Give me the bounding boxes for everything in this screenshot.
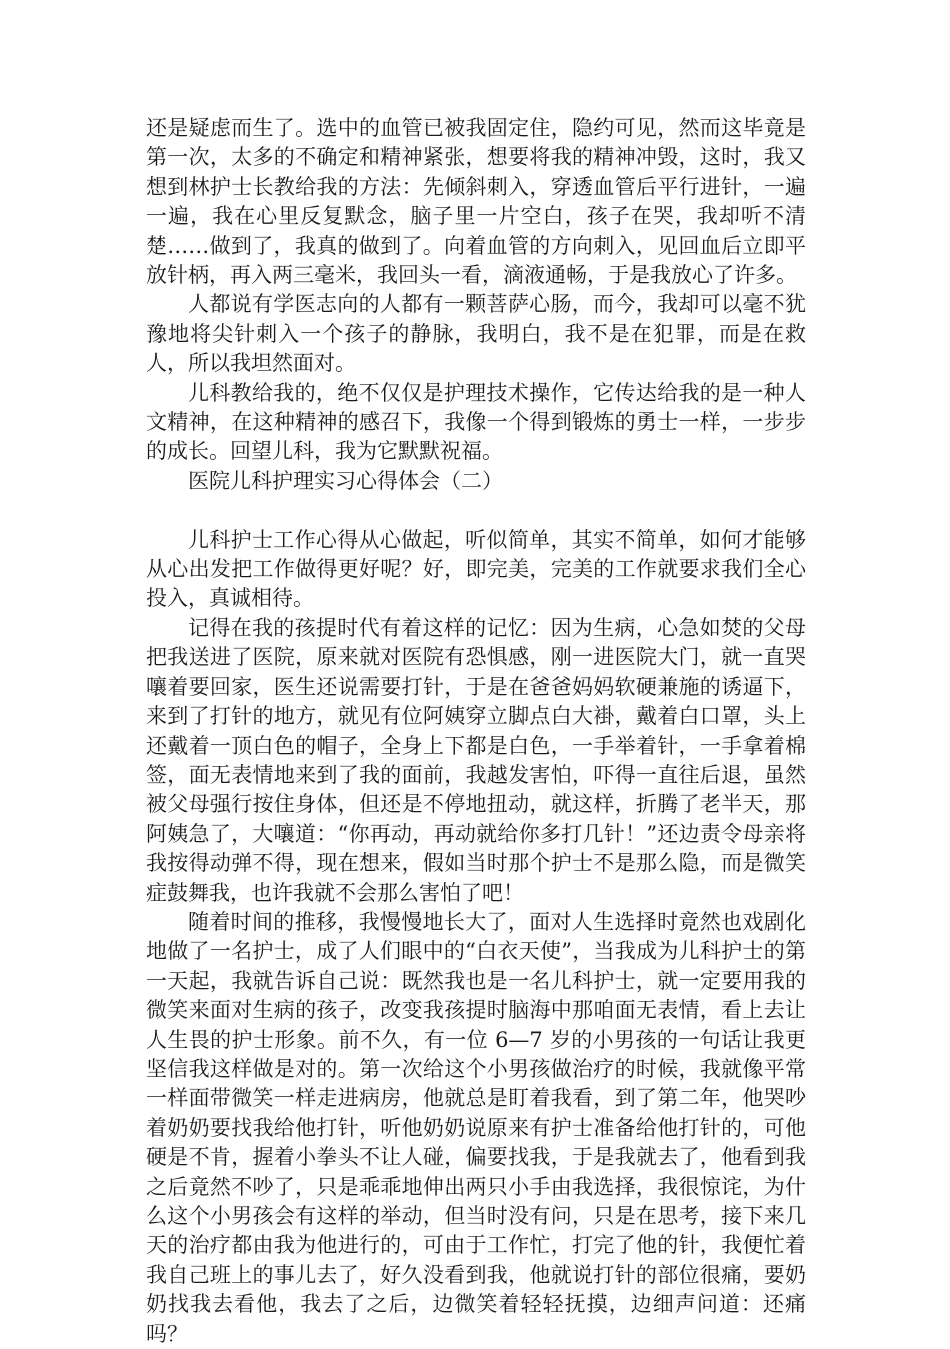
paragraph-becoming-nurse: 随着时间的推移，我慢慢地长大了，面对人生选择时竟然也戏剧化地做了一名护士，成了人们眼中的“白衣天使”，当我成为儿科护士的第一天起，我就告诉自己说：既然我也是一名儿科护士，就一定要用我的微笑来面对生病的孩子，改变我孩提时脑海中那咱面无表情，看上去让人生畏的护士形象。前不久，有一位 6—7 岁的小男孩的一句话让我更坚信我这样做是对的。第一次给这个小男孩做治疗的时候，我就像平常一样面带微笑一样走进病房，他就总是盯着我看，到了第二年，他哭吵着奶奶要找我给他打针，听他奶奶说原来有护士准备给他打针的，可他硬是不肯，握着小拳头不让人碰，偏要找我，于是我就去了，他看到我之后竟然不吵了，只是乖乖地伸出两只小手由我选择，我很惊诧，为什么这个小男孩会有这样的举动，但当时没有问，只是在思考，接下来几天的治疗都由我为他进行的，可由于工作忙，打完了他的针，我便忙着我自己班上的事儿去了，好久没看到我，他就说打针的部位很痛，要奶奶找我去看他，我去了之后，边微笑着轻轻抚摸，边细声问道：还痛吗？ [146, 909, 806, 1346]
section-heading: 医院儿科护理实习心得体会（二） [188, 468, 503, 493]
paragraph-childhood-memory: 记得在我的孩提时代有着这样的记忆：因为生病，心急如焚的父母把我送进了医院，原来就对医院有恐惧感，刚一进医院大门，就一直哭嚷着要回家，医生还说需要打针，于是在爸爸妈妈软硬兼施的诱逼下，来到了打针的地方，就见有位阿姨穿立脚点白大褂，戴着白口罩，头上还戴着一顶白色的帽子，全身上下都是白色，一手举着针，一手拿着棉签，面无表情地来到了我的面前，我越发害怕，吓得一直往后退，虽然被父母强行按住身体，但还是不停地扭动，就这样，折腾了老半天，那阿姨急了，大嚷道：“你再动，再动就给你多打几针！”还边责令母亲将我按得动弹不得，现在想来，假如当时那个护士不是那么隐，而是微笑症鼓舞我，也许我就不会那么害怕了吧！ [146, 615, 806, 905]
blank-line [146, 496, 806, 525]
paragraph-continuation: 还是疑虑而生了。选中的血管已被我固定住，隐约可见，然而这毕竟是第一次，太多的不确定和精神紧张，想要将我的精神冲毁，这时，我又想到林护士长教给我的方法：先倾斜刺入，穿透血管后平行进针，一遍一遍，我在心里反复默念，脑子里一片空白，孩子在哭，我却听不清楚……做到了，我真的做到了。向着血管的方向刺入，见回血后立即平放针柄，再入两三毫米，我回头一看，滴液通畅，于是我放心了许多。 [146, 116, 806, 288]
paragraph-humanistic-spirit: 儿科教给我的，绝不仅仅是护理技术操作，它传达给我的是一种人文精神，在这种精神的感召下，我像一个得到锻炼的勇士一样，一步步的成长。回望儿科，我为它默默祝福。 [146, 380, 806, 464]
paragraph-from-the-heart: 儿科护士工作心得从心做起，听似简单，其实不简单，如何才能够从心出发把工作做得更好呢？好，即完美，完美的工作就要求我们全心投入，真诚相待。 [146, 527, 806, 611]
document-page [146, 114, 806, 1349]
paragraph-bodhisattva-heart: 人都说有学医志向的人都有一颗菩萨心肠，而今，我却可以毫不犹豫地将尖针刺入一个孩子的静脉，我明白，我不是在犯罪，而是在救人，所以我坦然面对。 [146, 292, 806, 376]
